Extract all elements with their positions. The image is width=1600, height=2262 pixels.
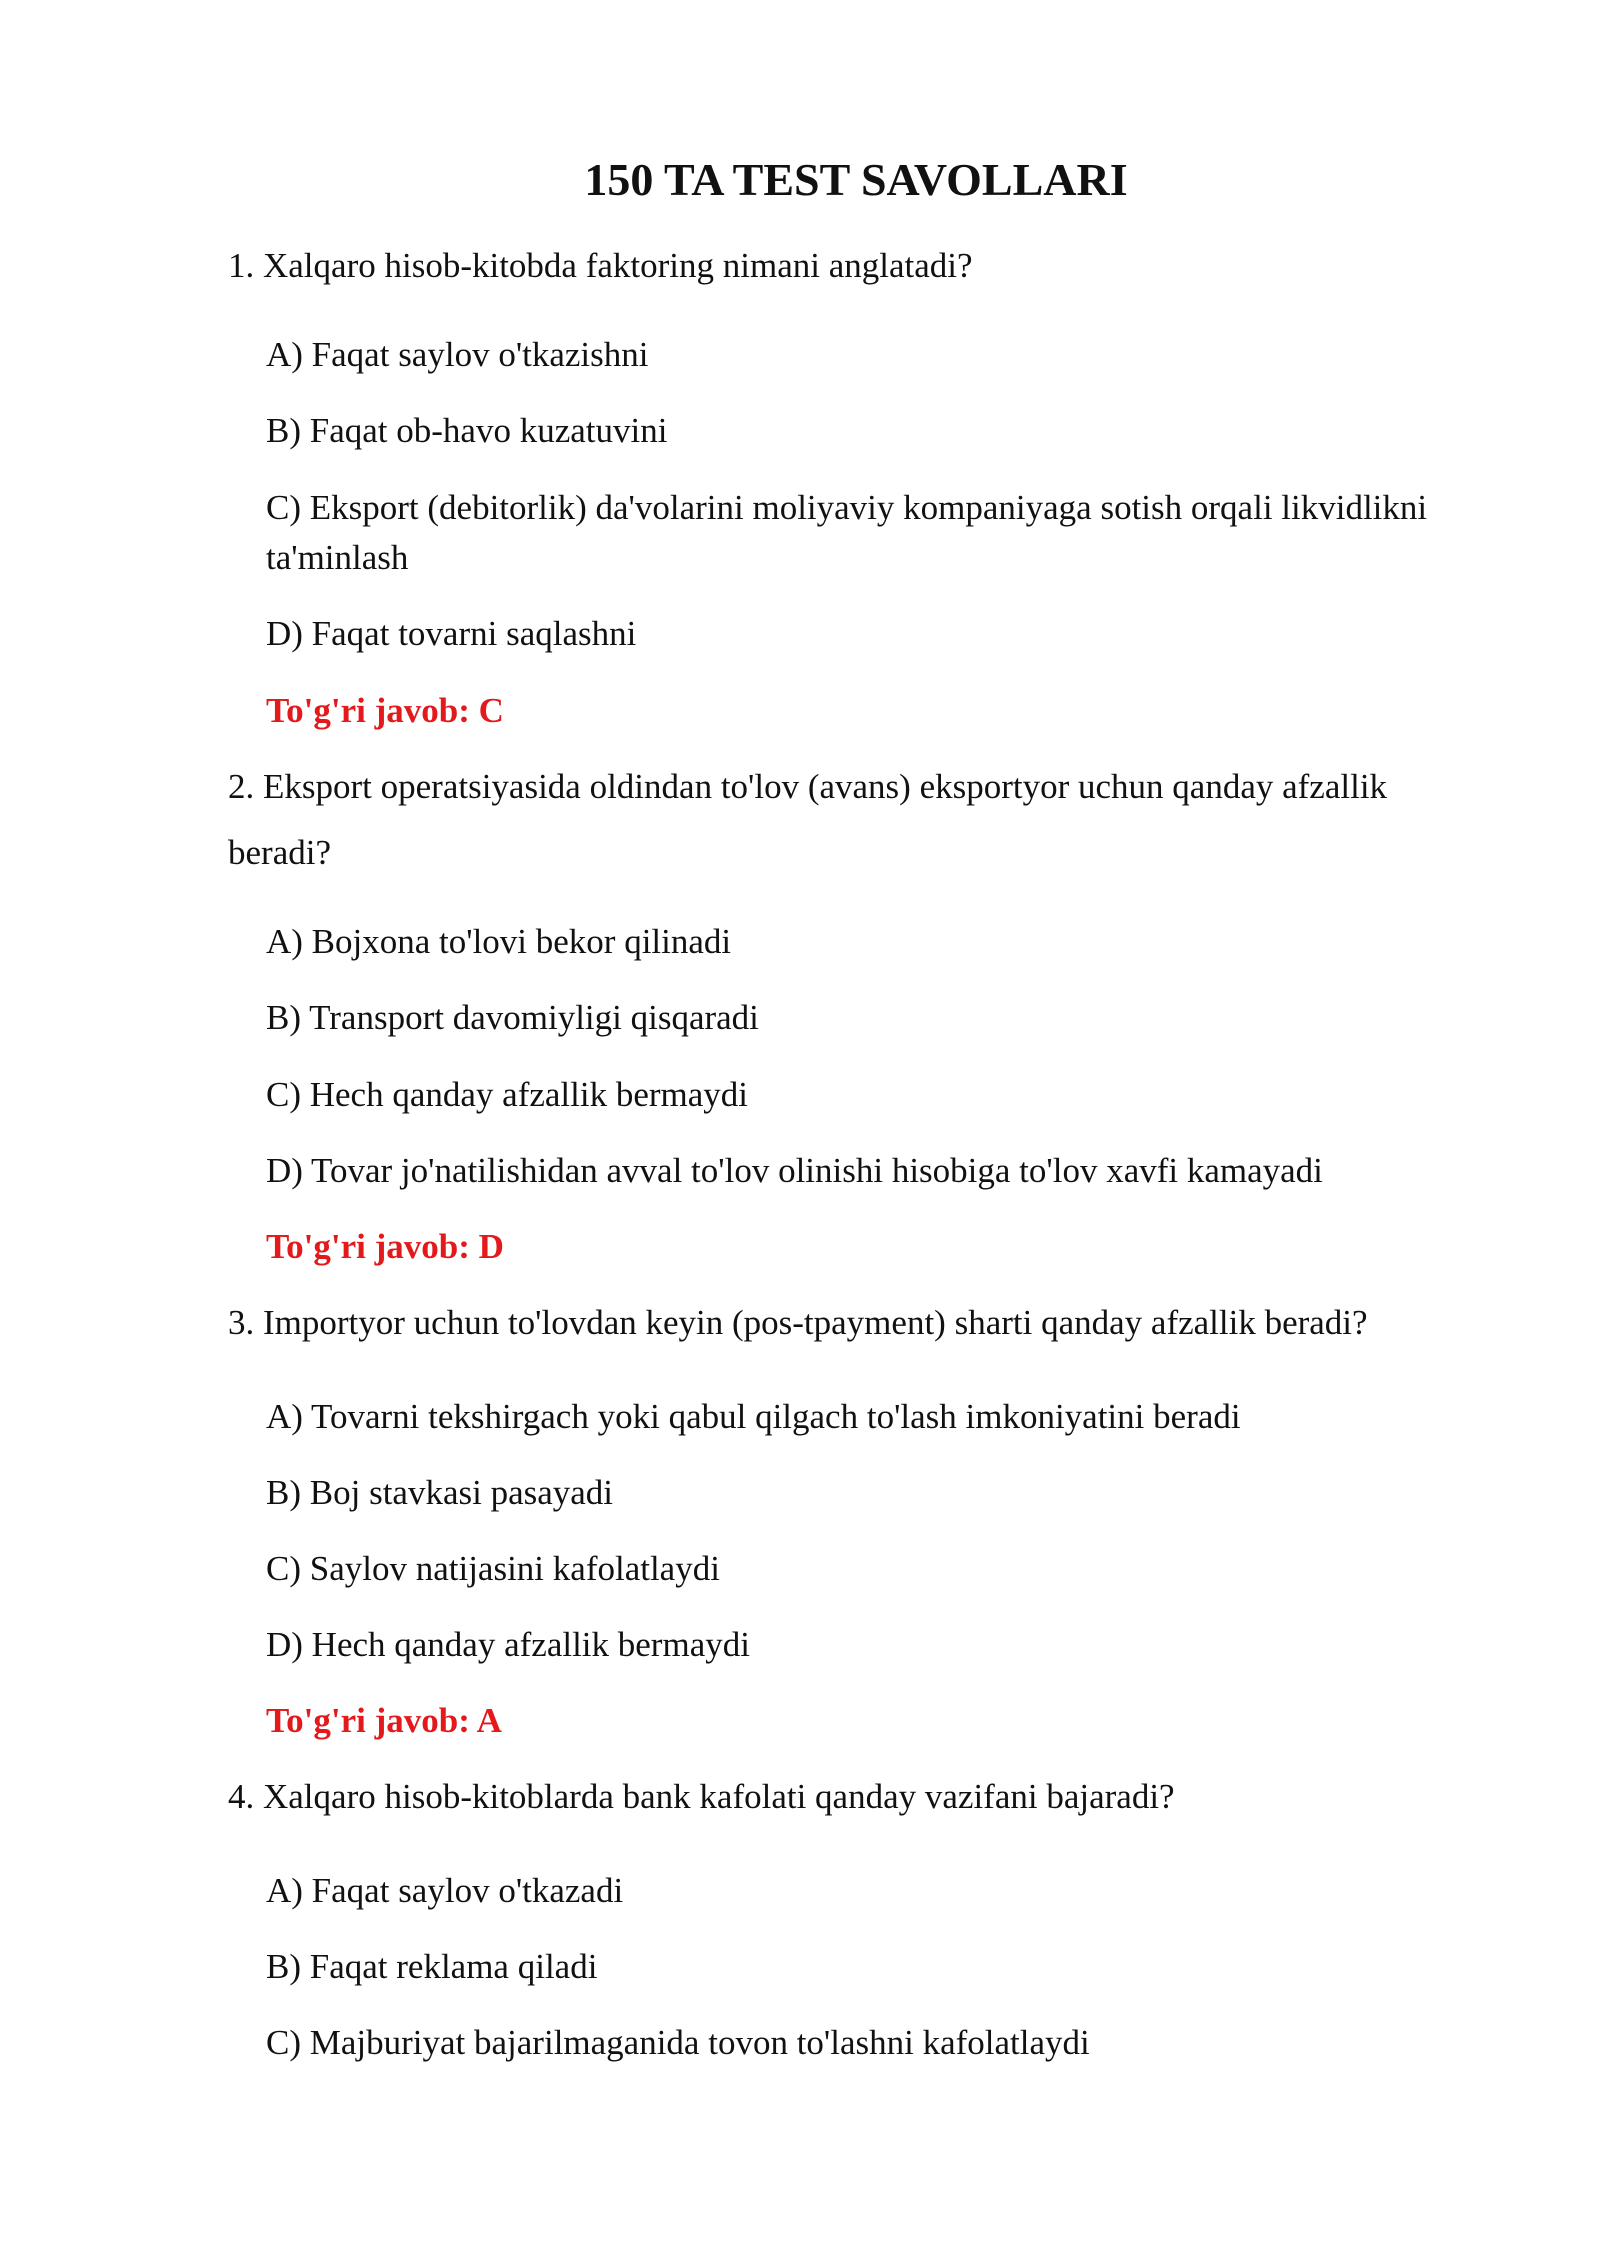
question-3-option-a: A) Tovarni tekshirgach yoki qabul qilgach to'lash imkoniyatini beradi <box>266 1397 1241 1436</box>
question-3-text: 3. Importyor uchun to'lovdan keyin (pos-tpayment) sharti qanday afzallik beradi? <box>228 1303 1368 1342</box>
question-2-option-d: D) Tovar jo'natilishidan avval to'lov olinishi hisobiga to'lov xavfi kamayadi <box>266 1151 1323 1190</box>
question-4-option-c: C) Majburiyat bajarilmaganida tovon to'lashni kafolatlaydi <box>266 2023 1090 2062</box>
question-1-correct-answer: To'g'ri javob: C <box>266 691 504 730</box>
question-4-text: 4. Xalqaro hisob-kitoblarda bank kafolati qanday vazifani bajaradi? <box>228 1777 1175 1816</box>
question-4-option-a: A) Faqat saylov o'tkazadi <box>266 1871 624 1910</box>
question-2-option-a: A) Bojxona to'lovi bekor qilinadi <box>266 922 732 961</box>
question-2-text: 2. Eksport operatsiyasida oldindan to'lov (avans) eksportyor uchun qanday afzallik beradi? <box>228 767 1388 872</box>
question-1-option-c: C) Eksport (debitorlik) da'volarini moliyaviy kompaniyaga sotish orqali likvidlikni ta'minlash <box>266 488 1428 577</box>
question-1-option-a: A) Faqat saylov o'tkazishni <box>266 335 649 374</box>
document-title: 150 TA TEST SAVOLLARI <box>584 154 1128 205</box>
question-1-option-d: D) Faqat tovarni saqlashni <box>266 614 637 653</box>
question-1-option-b: B) Faqat ob-havo kuzatuvini <box>266 411 668 450</box>
question-4-option-b: B) Faqat reklama qiladi <box>266 1947 598 1986</box>
question-2-option-c: C) Hech qanday afzallik bermaydi <box>266 1075 749 1114</box>
question-3-option-b: B) Boj stavkasi pasayadi <box>266 1473 614 1512</box>
question-1-text: 1. Xalqaro hisob-kitobda faktoring nimani anglatadi? <box>228 246 973 285</box>
question-3-option-d: D) Hech qanday afzallik bermaydi <box>266 1625 750 1664</box>
question-2-option-b: B) Transport davomiyligi qisqaradi <box>266 998 759 1037</box>
question-2-correct-answer: To'g'ri javob: D <box>266 1227 504 1266</box>
question-3-correct-answer: To'g'ri javob: A <box>266 1701 502 1740</box>
question-3-option-c: C) Saylov natijasini kafolatlaydi <box>266 1549 720 1588</box>
